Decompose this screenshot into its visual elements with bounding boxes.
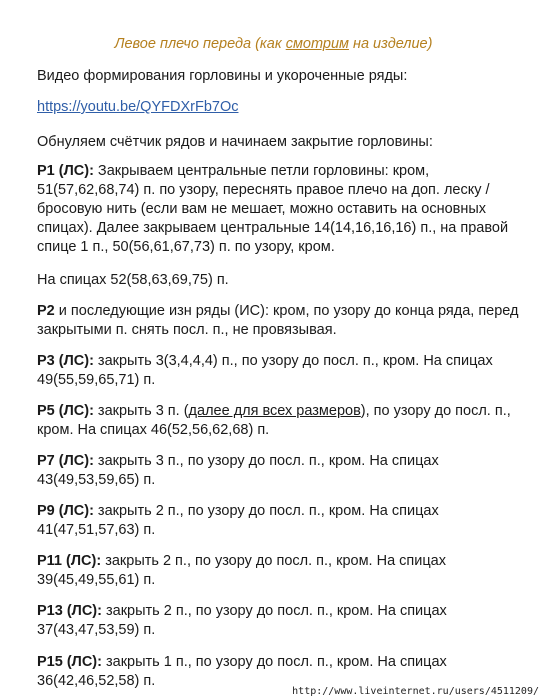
- row-p3: Р3 (ЛС): закрыть 3(3,4,4,4) п., по узору до посл. п., кром. На спицах 49(55,59,65,71) п.: [37, 353, 493, 388]
- watermark-url: http://www.liveinternet.ru/users/4511209/: [292, 686, 539, 697]
- video-label: Видео формирования горловины и укороченные ряды:: [37, 68, 408, 84]
- row-p11: Р11 (ЛС): закрыть 2 п., по узору до посл. п., кром. На спицах 39(45,49,55,61) п.: [37, 553, 446, 588]
- video-link[interactable]: https://youtu.be/QYFDXrFb7Oc: [37, 99, 239, 115]
- row-p15: Р15 (ЛС): закрыть 1 п., по узору до посл. п., кром. На спицах 36(42,46,52,58) п.: [37, 654, 447, 689]
- row-p9: Р9 (ЛС): закрыть 2 п., по узору до посл. п., кром. На спицах 41(47,51,57,63) п.: [37, 503, 439, 538]
- row-p2: Р2 и последующие изн ряды (ИС): кром, по узору до конца ряда, перед закрытыми п. снять посл. п., не провязывая.: [37, 303, 519, 338]
- row-p1: Р1 (ЛС): Закрываем центральные петли горловины: кром, 51(57,62,68,74) п. по узору, переснять правое плечо на доп. леску / бросовую нить (если вам не мешает, можно оставить на основных спицах). Далее закрываем центральные 14(14,16,16,16) п., на правой спице 1 п., 50(56,61,67,73) п. по узору, кром.: [37, 163, 509, 255]
- stitch-count-p1: На спицах 52(58,63,69,75) п.: [37, 272, 229, 288]
- row-p5: Р5 (ЛС): закрыть 3 п. (далее для всех размеров), по узору до посл. п., кром. На спицах 46(52,56,62,68) п.: [37, 403, 511, 438]
- section-title: Левое плечо переда (как смотрим на изделие): [114, 36, 433, 52]
- reset-instruction: Обнуляем счётчик рядов и начинаем закрытие горловины:: [37, 134, 433, 150]
- row-p13: Р13 (ЛС): закрыть 2 п., по узору до посл. п., кром. На спицах 37(43,47,53,59) п.: [37, 603, 447, 638]
- video-link-paragraph: [37, 98, 527, 117]
- row-p7: Р7 (ЛС): закрыть 3 п., по узору до посл. п., кром. На спицах 43(49,53,59,65) п.: [37, 453, 439, 488]
